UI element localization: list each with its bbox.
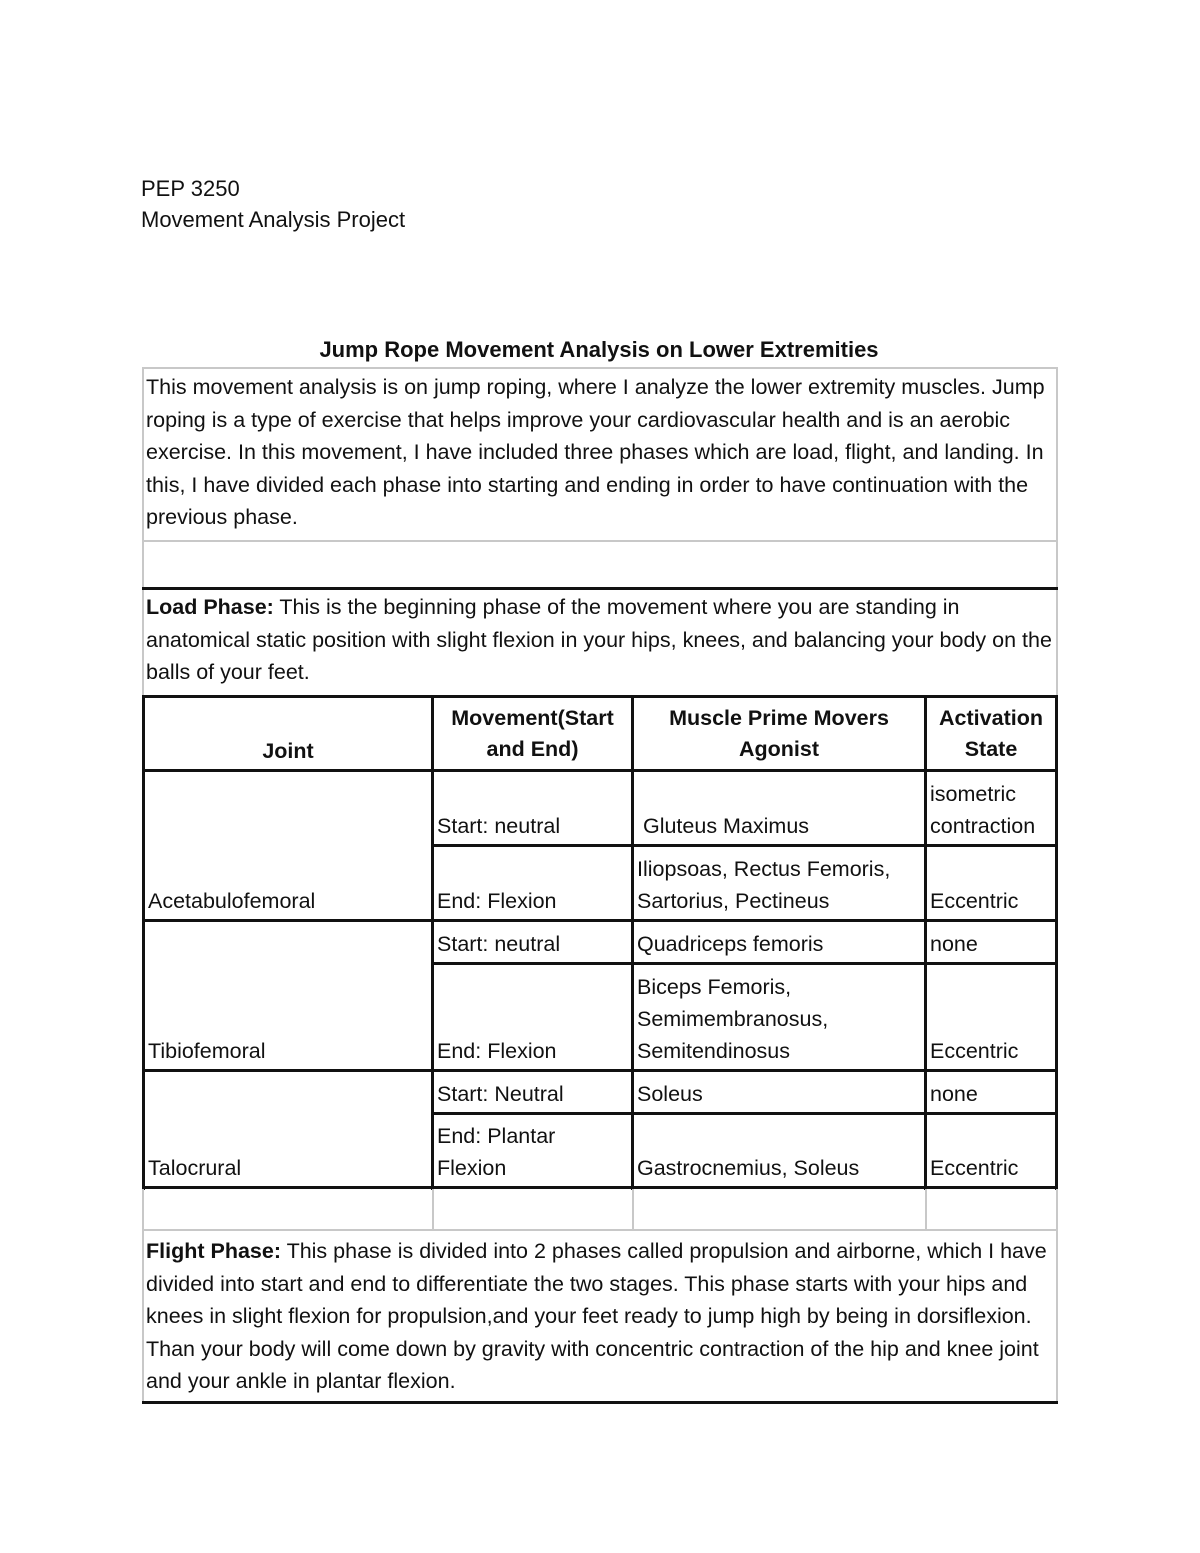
table-cell-state: none bbox=[930, 932, 978, 956]
load-phase-label: Load Phase: bbox=[146, 595, 274, 619]
table-cell-movement: Start: Neutral bbox=[437, 1082, 564, 1106]
table-cell-movement: Start: neutral bbox=[437, 932, 561, 956]
header-activation: Activation State bbox=[939, 705, 1043, 761]
flight-phase-paragraph bbox=[142, 1235, 1054, 1398]
table-cell-state: Eccentric bbox=[930, 1156, 1019, 1180]
table-cell-movement: End: Plantar Flexion bbox=[437, 1124, 556, 1180]
joint-tibiofemoral: Tibiofemoral bbox=[148, 1039, 266, 1063]
table-cell-state: none bbox=[930, 1082, 978, 1106]
load-phase-paragraph bbox=[142, 591, 1054, 689]
joint-talocrural: Talocrural bbox=[148, 1156, 242, 1180]
table-cell-movement: Start: neutral bbox=[437, 814, 561, 838]
table-cell-movement: End: Flexion bbox=[437, 889, 557, 913]
document-title: Jump Rope Movement Analysis on Lower Extremities bbox=[319, 337, 879, 362]
course-code: PEP 3250 bbox=[141, 176, 240, 201]
table-cell-state: Eccentric bbox=[930, 889, 1019, 913]
table-cell-muscles: Quadriceps femoris bbox=[637, 932, 824, 956]
table-cell-muscles: Iliopsoas, Rectus Femoris, Sartorius, Pectineus bbox=[637, 857, 891, 913]
header-muscles: Muscle Prime Movers Agonist bbox=[669, 705, 889, 761]
table-cell-state: isometric contraction bbox=[930, 782, 1036, 838]
table-cell-muscles: Gluteus Maximus bbox=[637, 814, 810, 838]
flight-phase-label: Flight Phase: bbox=[146, 1239, 281, 1263]
table-cell-muscles: Soleus bbox=[637, 1082, 703, 1106]
header-movement: Movement(Start and End) bbox=[451, 705, 614, 761]
header-joint: Joint bbox=[262, 739, 314, 763]
project-name: Movement Analysis Project bbox=[141, 207, 406, 232]
table-cell-muscles: Gastrocnemius, Soleus bbox=[637, 1156, 860, 1180]
table-cell-muscles: Biceps Femoris, Semimembranosus, Semitendinosus bbox=[637, 975, 829, 1063]
table-cell-state: Eccentric bbox=[930, 1039, 1019, 1063]
joint-acetabulofemoral: Acetabulofemoral bbox=[148, 889, 316, 913]
intro-paragraph: This movement analysis is on jump roping, where I analyze the lower extremity muscles. Jump roping is a type of exercise that helps improve your cardiovascular health and is an aerobic exercise. In this movement, I have included three phases which are load, flight, and landing. In this, I have divided each phase into starting and ending in order to have continuation with the previous phase. bbox=[146, 375, 1045, 529]
flight-phase-text: This phase is divided into 2 phases called propulsion and airborne, which I have divided into start and end to differentiate the two stages. This phase starts with your hips and knees in slight flexion for propulsion,and your feet ready to jump high by being in dorsiflexion. Than your body will come down by gravity with concentric contraction of the hip and knee joint and your ankle in plantar flexion. bbox=[146, 1239, 1047, 1393]
load-phase-text: This is the beginning phase of the movement where you are standing in anatomical static position with slight flexion in your hips, knees, and balancing your body on the balls of your feet. bbox=[146, 595, 1052, 684]
table-cell-movement: End: Flexion bbox=[437, 1039, 557, 1063]
